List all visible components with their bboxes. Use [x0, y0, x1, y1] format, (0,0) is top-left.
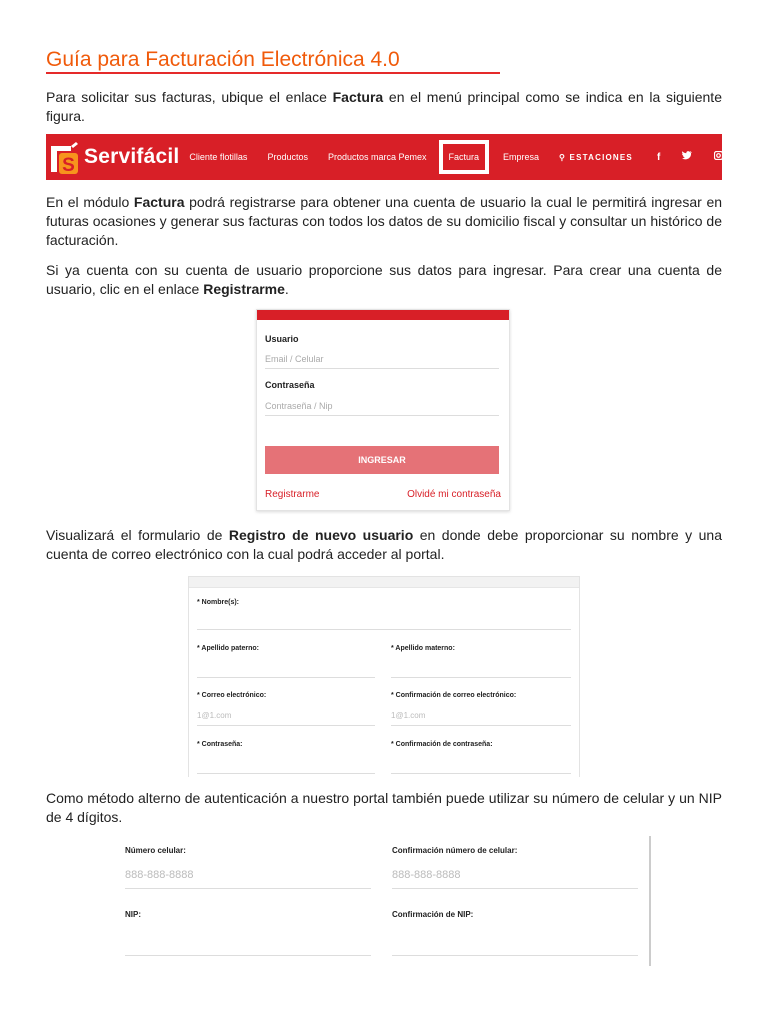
- contrasena-input[interactable]: Contraseña / Nip: [265, 401, 333, 411]
- paragraph-1: Para solicitar sus facturas, ubique el enlace Factura en el menú principal como se indica en la siguiente figura.: [46, 89, 722, 124]
- correo-input[interactable]: 1@1.com: [197, 711, 232, 720]
- correo-label: * Correo electrónico:: [197, 692, 267, 699]
- confirmacion-celular-input[interactable]: 888-888-8888: [392, 869, 461, 881]
- nav-item-empresa[interactable]: Empresa: [503, 152, 540, 162]
- nav-item-productos-pemex[interactable]: Productos marca Pemex: [327, 152, 427, 162]
- paragraph-4: Visualizará el formulario de Registro de nuevo usuario en donde debe proporcionar su nombre y una cuenta de correo electrónico con la cual podrá acceder al portal.: [46, 527, 722, 562]
- usuario-underline: [265, 368, 499, 369]
- confirmacion-contrasena-label: * Confirmación de contraseña:: [391, 741, 493, 748]
- svg-text:S: S: [62, 155, 75, 176]
- confirmacion-correo-underline: [391, 725, 571, 726]
- confirmacion-correo-label: * Confirmación de correo electrónico:: [391, 692, 517, 699]
- contrasena-registro-label: * Contraseña:: [197, 741, 243, 748]
- page-title: Guía para Facturación Electrónica 4.0: [46, 48, 400, 71]
- contrasena-label: Contraseña: [265, 380, 315, 390]
- confirmacion-correo-input[interactable]: 1@1.com: [391, 711, 426, 720]
- nombre-label: * Nombre(s):: [197, 599, 240, 606]
- registrarme-link[interactable]: Registrarme: [265, 489, 320, 500]
- contrasena-registro-input[interactable]: [197, 773, 375, 774]
- apellido-materno-label: * Apellido materno:: [391, 645, 455, 652]
- nip-label: NIP:: [125, 910, 141, 919]
- register-header-bar: [189, 577, 579, 588]
- login-form: [256, 309, 510, 511]
- nav-item-factura[interactable]: Factura: [439, 140, 490, 174]
- numero-celular-label: Número celular:: [125, 846, 186, 855]
- nombre-input[interactable]: [197, 629, 571, 630]
- servifacil-nav-bar: [46, 134, 722, 180]
- olvide-contrasena-link[interactable]: Olvidé mi contraseña: [407, 489, 501, 500]
- nip-input[interactable]: [125, 955, 371, 956]
- confirmacion-contrasena-input[interactable]: [391, 773, 571, 774]
- servifacil-logo-icon: [48, 140, 80, 174]
- apellido-materno-input[interactable]: [391, 677, 571, 678]
- nav-item-estaciones[interactable]: ⚲ ESTACIONES: [559, 152, 633, 162]
- confirmacion-nip-label: Confirmación de NIP:: [392, 910, 474, 919]
- title-underline: [46, 72, 500, 74]
- facebook-icon[interactable]: f: [656, 151, 661, 163]
- paragraph-2: En el módulo Factura podrá registrarse para obtener una cuenta de usuario la cual le permitirá ingresar en futuras ocasiones y generar sus facturas con todos los datos de su domicilio fiscal y consultar un histórico de facturación.: [46, 194, 723, 248]
- ingresar-button[interactable]: INGRESAR: [265, 446, 499, 474]
- phone-login-form: [106, 836, 666, 972]
- register-form: [188, 576, 580, 777]
- numero-celular-underline: [125, 888, 371, 889]
- confirmacion-celular-underline: [392, 888, 638, 889]
- nav-item-productos[interactable]: Productos: [267, 152, 308, 162]
- search-icon: ⚲: [559, 152, 567, 162]
- correo-underline: [197, 725, 375, 726]
- confirmacion-nip-input[interactable]: [392, 955, 638, 956]
- paragraph-3: Si ya cuenta con su cuenta de usuario proporcione sus datos para ingresar. Para crear una cuenta de usuario, clic en el enlace Registrarme.: [46, 262, 722, 297]
- usuario-input[interactable]: Email / Celular: [265, 354, 324, 364]
- paragraph-5: Como método alterno de autenticación a nuestro portal también puede utilizar su número de celular y un NIP de 4 dígitos.: [46, 790, 722, 825]
- numero-celular-input[interactable]: 888-888-8888: [125, 869, 194, 881]
- logo-text: Servifácil: [84, 145, 180, 168]
- instagram-icon[interactable]: [714, 151, 723, 163]
- confirmacion-celular-label: Confirmación número de celular:: [392, 846, 518, 855]
- login-header-bar: [257, 310, 509, 320]
- contrasena-underline: [265, 415, 499, 416]
- apellido-paterno-input[interactable]: [197, 677, 375, 678]
- usuario-label: Usuario: [265, 334, 299, 344]
- factura-emphasis: Factura: [332, 89, 384, 105]
- apellido-paterno-label: * Apellido paterno:: [197, 645, 259, 652]
- twitter-icon[interactable]: [682, 151, 692, 163]
- nav-item-cliente-flotillas[interactable]: Cliente flotillas: [189, 152, 248, 162]
- servifacil-logo[interactable]: [48, 140, 179, 174]
